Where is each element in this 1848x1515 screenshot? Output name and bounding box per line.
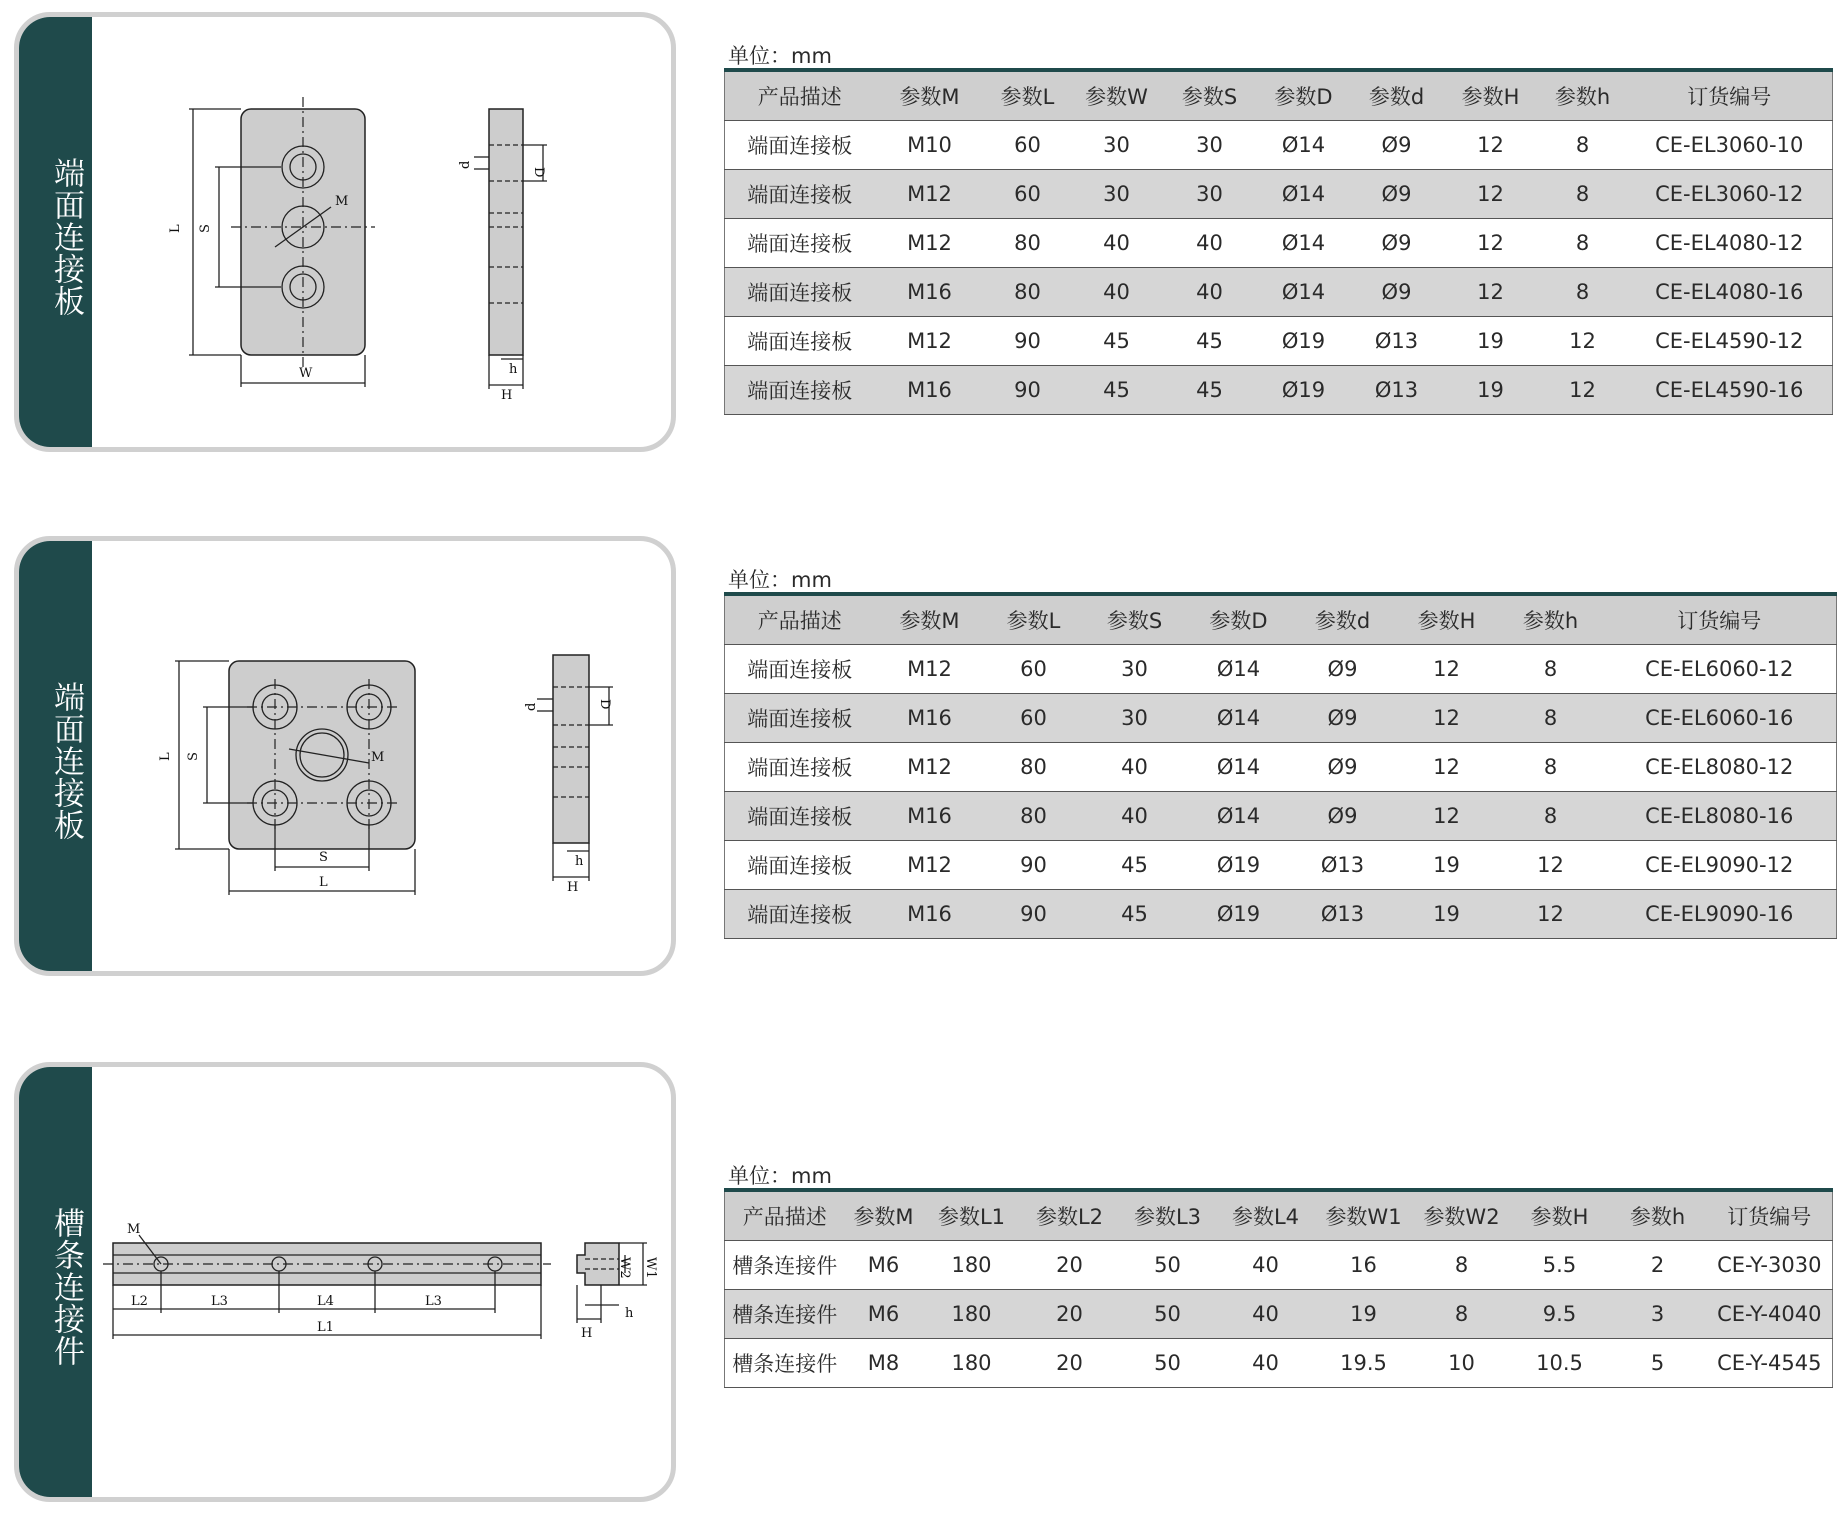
table-cell: 40 — [1071, 268, 1163, 317]
table-cell: Ø13 — [1351, 317, 1443, 366]
table-cell: 90 — [985, 841, 1083, 890]
table-cell: Ø9 — [1291, 645, 1395, 694]
table-cell: 12 — [1499, 841, 1603, 890]
table-cell: 19 — [1443, 317, 1539, 366]
dim-label-H: H — [581, 1326, 593, 1341]
table-cell: 12 — [1499, 890, 1603, 939]
table-row — [725, 121, 1833, 170]
table-cell: Ø19 — [1257, 317, 1351, 366]
table-row — [725, 694, 1837, 743]
dim-label-D: D — [531, 167, 546, 178]
dim-label-L3b: L3 — [425, 1294, 442, 1309]
table-cell: 40 — [1163, 219, 1257, 268]
table-cell: 8 — [1499, 792, 1603, 841]
table-cell: M12 — [875, 743, 985, 792]
table-cell: Ø9 — [1351, 170, 1443, 219]
dim-label-d: d — [524, 702, 539, 711]
section-slot-connector — [14, 1062, 1844, 1502]
table-cell: 90 — [985, 317, 1071, 366]
table-cell: 30 — [1083, 645, 1187, 694]
table-cell: 槽条连接件 — [725, 1290, 845, 1339]
table-cell: 8 — [1539, 170, 1627, 219]
table-cell: Ø9 — [1351, 268, 1443, 317]
table-cell: Ø19 — [1257, 366, 1351, 415]
table-cell: CE-EL9090-12 — [1603, 841, 1837, 890]
table-cell: 80 — [985, 743, 1083, 792]
table-cell: 50 — [1119, 1290, 1217, 1339]
table-cell: 19 — [1395, 890, 1499, 939]
table-cell: 12 — [1443, 219, 1539, 268]
table-cell: 端面连接板 — [725, 170, 875, 219]
column-header: 参数L1 — [923, 1190, 1021, 1241]
table-cell: 19.5 — [1315, 1339, 1413, 1388]
table-cell: 12 — [1443, 170, 1539, 219]
product-card — [14, 1062, 676, 1502]
dim-label-L1: L1 — [317, 1320, 334, 1335]
table-cell: 20 — [1021, 1241, 1119, 1290]
table-cell: 8 — [1539, 121, 1627, 170]
table-cell: 9.5 — [1511, 1290, 1609, 1339]
table-cell: CE-EL4590-16 — [1627, 366, 1833, 415]
column-header: 参数M — [845, 1190, 923, 1241]
table-cell: Ø9 — [1351, 219, 1443, 268]
table-cell: 端面连接板 — [725, 317, 875, 366]
column-header: 参数L2 — [1021, 1190, 1119, 1241]
table-row — [725, 219, 1833, 268]
unit-label: 单位：mm — [728, 44, 832, 68]
table-cell: 3 — [1609, 1290, 1707, 1339]
table-cell: 端面连接板 — [725, 366, 875, 415]
column-header: 参数W2 — [1413, 1190, 1511, 1241]
table-cell: 12 — [1443, 268, 1539, 317]
dim-label-L: L — [319, 875, 328, 890]
table-row — [725, 317, 1833, 366]
table-cell: Ø9 — [1291, 792, 1395, 841]
table-row — [725, 890, 1837, 939]
column-header: 订货编号 — [1627, 70, 1833, 121]
table-cell: 端面连接板 — [725, 219, 875, 268]
column-header: 参数D — [1187, 594, 1291, 645]
table-row — [725, 841, 1837, 890]
table-cell: M16 — [875, 890, 985, 939]
table-cell: 8 — [1539, 219, 1627, 268]
table-cell: Ø9 — [1291, 694, 1395, 743]
table-cell: CE-Y-3030 — [1707, 1241, 1833, 1290]
table-cell: 40 — [1083, 743, 1187, 792]
table-cell: 40 — [1071, 219, 1163, 268]
dim-label-H: H — [501, 388, 513, 403]
table-cell: Ø14 — [1257, 121, 1351, 170]
table-cell: 12 — [1395, 645, 1499, 694]
column-header: 产品描述 — [725, 594, 875, 645]
table-cell: M8 — [845, 1339, 923, 1388]
dim-label-M: M — [335, 194, 349, 209]
table-cell: 端面连接板 — [725, 268, 875, 317]
table-cell: CE-EL9090-16 — [1603, 890, 1837, 939]
table-cell: 端面连接板 — [725, 743, 875, 792]
table-cell: M16 — [875, 366, 985, 415]
table-cell: 端面连接板 — [725, 841, 875, 890]
product-title: 槽条连接件 — [48, 1207, 84, 1367]
table-cell: M12 — [875, 645, 985, 694]
table-cell: 80 — [985, 268, 1071, 317]
table-cell: 40 — [1163, 268, 1257, 317]
product-title: 端面连接板 — [48, 157, 84, 317]
technical-drawing — [19, 1067, 676, 1502]
table-cell: M10 — [875, 121, 985, 170]
column-header: 参数W1 — [1315, 1190, 1413, 1241]
table-cell: 90 — [985, 366, 1071, 415]
table-cell: 30 — [1071, 121, 1163, 170]
table-header-row — [725, 594, 1837, 645]
table-cell: 60 — [985, 694, 1083, 743]
table-cell: M16 — [875, 694, 985, 743]
table-cell: 45 — [1071, 366, 1163, 415]
table-cell: 12 — [1539, 317, 1627, 366]
dim-label-L3: L3 — [211, 1294, 228, 1309]
table-cell: 180 — [923, 1290, 1021, 1339]
table-cell: CE-EL6060-12 — [1603, 645, 1837, 694]
dim-label-W: W — [299, 366, 313, 381]
table-cell: 12 — [1395, 694, 1499, 743]
table-cell: Ø13 — [1351, 366, 1443, 415]
table-cell: 45 — [1071, 317, 1163, 366]
spec-table — [724, 68, 1833, 415]
dim-label-D: D — [597, 699, 612, 710]
table-cell: 10 — [1413, 1339, 1511, 1388]
column-header: 参数S — [1163, 70, 1257, 121]
dim-label-L2: L2 — [131, 1294, 148, 1309]
table-cell: 8 — [1413, 1290, 1511, 1339]
section-end-plate-4-hole — [14, 536, 1844, 976]
table-cell: Ø14 — [1257, 268, 1351, 317]
dim-label-W1: W1 — [643, 1257, 658, 1279]
table-cell: 40 — [1217, 1241, 1315, 1290]
table-cell: 10.5 — [1511, 1339, 1609, 1388]
table-cell: 20 — [1021, 1339, 1119, 1388]
table-cell: CE-EL3060-12 — [1627, 170, 1833, 219]
table-cell: 60 — [985, 170, 1071, 219]
table-cell: 槽条连接件 — [725, 1339, 845, 1388]
table-cell: 45 — [1083, 841, 1187, 890]
table-row — [725, 743, 1837, 792]
table-cell: 40 — [1083, 792, 1187, 841]
table-cell: M6 — [845, 1241, 923, 1290]
column-header: 参数L — [985, 594, 1083, 645]
table-cell: M16 — [875, 268, 985, 317]
column-header: 订货编号 — [1603, 594, 1837, 645]
table-cell: M12 — [875, 170, 985, 219]
spec-table — [724, 1188, 1833, 1388]
column-header: 参数d — [1351, 70, 1443, 121]
table-header-row — [725, 1190, 1833, 1241]
column-header: 参数H — [1443, 70, 1539, 121]
table-cell: Ø19 — [1187, 841, 1291, 890]
dim-label-d: d — [458, 160, 473, 169]
dim-label-h: h — [575, 854, 584, 869]
dim-label-W2: W2 — [617, 1257, 632, 1279]
column-header: 产品描述 — [725, 70, 875, 121]
table-cell: 12 — [1395, 743, 1499, 792]
table-cell: 8 — [1499, 743, 1603, 792]
column-header: 参数d — [1291, 594, 1395, 645]
table-cell: Ø14 — [1257, 170, 1351, 219]
table-cell: CE-Y-4545 — [1707, 1339, 1833, 1388]
spec-table — [724, 592, 1837, 939]
column-header: 订货编号 — [1707, 1190, 1833, 1241]
table-cell: 20 — [1021, 1290, 1119, 1339]
column-header: 参数L3 — [1119, 1190, 1217, 1241]
table-cell: 19 — [1443, 366, 1539, 415]
table-cell: 12 — [1395, 792, 1499, 841]
table-row — [725, 1290, 1833, 1339]
column-header: 参数M — [875, 594, 985, 645]
table-cell: 5.5 — [1511, 1241, 1609, 1290]
product-card — [14, 536, 676, 976]
table-cell: Ø14 — [1257, 219, 1351, 268]
dim-label-M: M — [371, 750, 385, 765]
column-header: 参数L4 — [1217, 1190, 1315, 1241]
table-cell: 端面连接板 — [725, 645, 875, 694]
table-cell: 180 — [923, 1339, 1021, 1388]
table-cell: Ø14 — [1187, 792, 1291, 841]
table-cell: 端面连接板 — [725, 694, 875, 743]
technical-drawing — [19, 541, 676, 976]
dim-label-h: h — [625, 1306, 634, 1321]
table-cell: Ø14 — [1187, 645, 1291, 694]
table-cell: 180 — [923, 1241, 1021, 1290]
table-cell: 60 — [985, 121, 1071, 170]
table-cell: M12 — [875, 219, 985, 268]
column-header: 参数h — [1539, 70, 1627, 121]
table-cell: 2 — [1609, 1241, 1707, 1290]
table-cell: 8 — [1413, 1241, 1511, 1290]
table-cell: Ø13 — [1291, 890, 1395, 939]
dim-label-L: L — [158, 752, 173, 761]
table-cell: 45 — [1163, 317, 1257, 366]
dim-label-h: h — [509, 362, 518, 377]
dim-label-M: M — [127, 1222, 141, 1237]
table-cell: 40 — [1217, 1339, 1315, 1388]
table-cell: 60 — [985, 645, 1083, 694]
table-cell: 5 — [1609, 1339, 1707, 1388]
column-header: 参数h — [1499, 594, 1603, 645]
technical-drawing — [19, 17, 676, 452]
column-header: 参数M — [875, 70, 985, 121]
table-cell: 端面连接板 — [725, 890, 875, 939]
table-row — [725, 366, 1833, 415]
table-cell: M12 — [875, 841, 985, 890]
table-cell: 30 — [1083, 694, 1187, 743]
section-end-plate-2-hole — [14, 12, 1844, 452]
table-cell: 端面连接板 — [725, 792, 875, 841]
table-header-row — [725, 70, 1833, 121]
table-cell: 8 — [1499, 645, 1603, 694]
table-cell: Ø14 — [1187, 743, 1291, 792]
column-header: 参数H — [1395, 594, 1499, 645]
dim-label-L4: L4 — [317, 1294, 334, 1309]
column-header: 产品描述 — [725, 1190, 845, 1241]
table-cell: 45 — [1083, 890, 1187, 939]
dim-label-L: L — [168, 224, 183, 233]
table-cell: 12 — [1443, 121, 1539, 170]
table-cell: 40 — [1217, 1290, 1315, 1339]
unit-label: 单位：mm — [728, 568, 832, 592]
table-cell: 30 — [1071, 170, 1163, 219]
table-row — [725, 1339, 1833, 1388]
column-header: 参数D — [1257, 70, 1351, 121]
table-cell: CE-EL3060-10 — [1627, 121, 1833, 170]
column-header: 参数W — [1071, 70, 1163, 121]
table-cell: 30 — [1163, 121, 1257, 170]
table-cell: M16 — [875, 792, 985, 841]
table-cell: CE-Y-4040 — [1707, 1290, 1833, 1339]
table-cell: M6 — [845, 1290, 923, 1339]
table-row — [725, 645, 1837, 694]
dim-label-S: S — [186, 752, 201, 761]
column-header: 参数L — [985, 70, 1071, 121]
table-cell: 80 — [985, 219, 1071, 268]
table-cell: M12 — [875, 317, 985, 366]
column-header: 参数H — [1511, 1190, 1609, 1241]
table-cell: 19 — [1315, 1290, 1413, 1339]
table-cell: Ø19 — [1187, 890, 1291, 939]
table-cell: 30 — [1163, 170, 1257, 219]
table-row — [725, 268, 1833, 317]
table-cell: Ø13 — [1291, 841, 1395, 890]
table-cell: CE-EL8080-12 — [1603, 743, 1837, 792]
dim-label-S: S — [319, 850, 328, 865]
unit-label: 单位：mm — [728, 1164, 832, 1188]
dim-label-H: H — [567, 880, 579, 895]
table-cell: 12 — [1539, 366, 1627, 415]
table-cell: CE-EL8080-16 — [1603, 792, 1837, 841]
product-title: 端面连接板 — [48, 681, 84, 841]
table-cell: CE-EL4590-12 — [1627, 317, 1833, 366]
table-cell: CE-EL4080-12 — [1627, 219, 1833, 268]
table-cell: 8 — [1539, 268, 1627, 317]
table-row — [725, 1241, 1833, 1290]
column-header: 参数h — [1609, 1190, 1707, 1241]
table-cell: 19 — [1395, 841, 1499, 890]
product-card — [14, 12, 676, 452]
table-cell: 8 — [1499, 694, 1603, 743]
table-cell: 50 — [1119, 1339, 1217, 1388]
table-row — [725, 792, 1837, 841]
table-cell: CE-EL4080-16 — [1627, 268, 1833, 317]
table-cell: 90 — [985, 890, 1083, 939]
table-cell: 80 — [985, 792, 1083, 841]
table-cell: Ø9 — [1291, 743, 1395, 792]
dim-label-S: S — [198, 224, 213, 233]
table-cell: Ø14 — [1187, 694, 1291, 743]
table-cell: CE-EL6060-16 — [1603, 694, 1837, 743]
table-row — [725, 170, 1833, 219]
table-cell: Ø9 — [1351, 121, 1443, 170]
column-header: 参数S — [1083, 594, 1187, 645]
table-cell: 45 — [1163, 366, 1257, 415]
table-cell: 50 — [1119, 1241, 1217, 1290]
table-cell: 16 — [1315, 1241, 1413, 1290]
table-cell: 端面连接板 — [725, 121, 875, 170]
table-cell: 槽条连接件 — [725, 1241, 845, 1290]
